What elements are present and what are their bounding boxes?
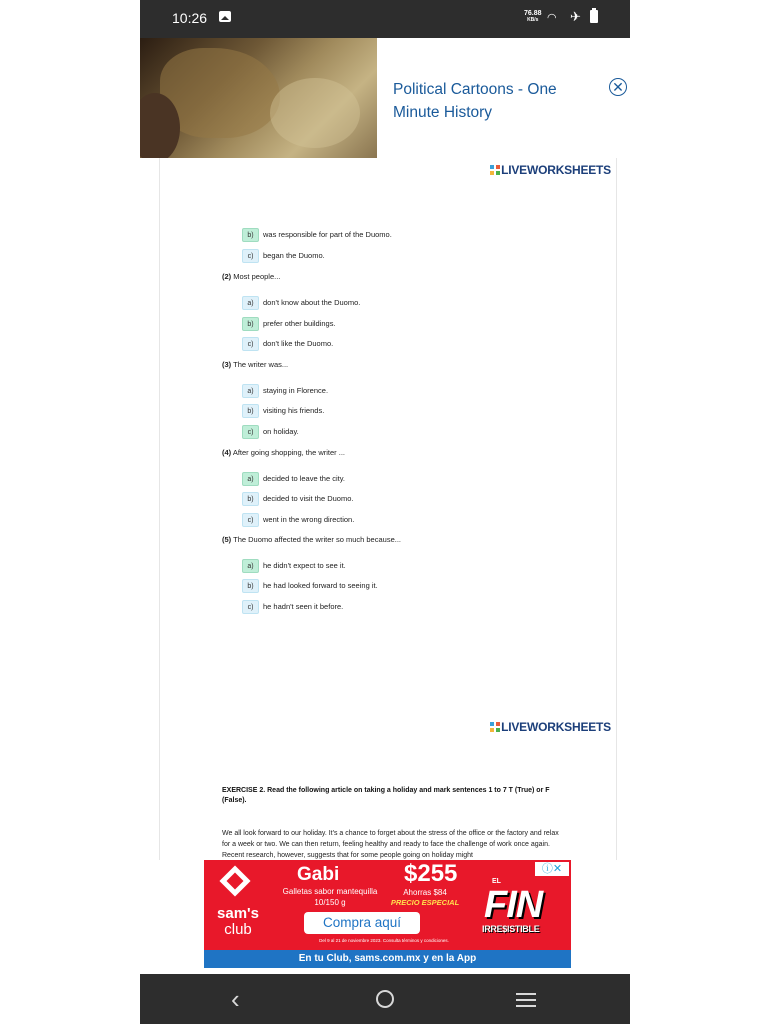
option-letter[interactable]: c) (242, 513, 259, 527)
option-text: don't know about the Duomo. (263, 298, 361, 307)
option-q3-b[interactable] (242, 404, 324, 418)
question-text: Most people... (233, 272, 281, 281)
question-number: (2) (222, 272, 232, 281)
ad-legal-text: Del 9 al 21 de noviembre 2023. Consulta términos y condiciones. (319, 938, 449, 943)
campaign-irresistible: IRRE$ISTIBLE (482, 924, 540, 934)
option-letter[interactable]: c) (242, 425, 259, 439)
wifi-icon: ◠ (547, 12, 557, 24)
recent-apps-icon[interactable] (516, 993, 536, 1011)
option-text: visiting his friends. (263, 406, 325, 415)
sams-logo-line2: club (224, 921, 252, 938)
option-q4-c[interactable] (242, 513, 354, 527)
back-icon[interactable]: ‹ (231, 984, 240, 1014)
option-letter[interactable]: b) (242, 579, 259, 593)
status-bar (140, 0, 630, 38)
campaign-fin: FIN (484, 884, 543, 926)
liveworksheets-logo (490, 720, 611, 734)
close-icon[interactable]: ✕ (609, 78, 627, 96)
option-letter[interactable]: b) (242, 404, 259, 418)
net-speed-unit: KB/s (527, 17, 539, 23)
ad-footer-text[interactable]: En tu Club, sams.com.mx y en la App (204, 950, 571, 968)
image-icon (219, 11, 231, 22)
battery-icon (590, 10, 598, 23)
ad-price: $255 (404, 860, 458, 887)
sams-club-logo (204, 860, 272, 950)
option-text: went in the wrong direction. (263, 515, 355, 524)
option-q3-c[interactable] (242, 425, 299, 439)
question-number: (5) (222, 535, 232, 544)
question-number: (4) (222, 448, 232, 457)
ad-title[interactable]: Political Cartoons - One Minute History (393, 81, 557, 121)
ad-product-name: Gabi (297, 864, 340, 885)
sams-logo-line1: sam's (217, 905, 259, 922)
option-q1-b[interactable] (242, 228, 392, 242)
option-text: staying in Florence. (263, 386, 329, 395)
option-letter[interactable]: b) (242, 228, 259, 242)
option-q1-c[interactable] (242, 249, 325, 263)
exercise-2-heading: EXERCISE 2. Read the following article on taking a holiday and mark sentences 1 to 7 T (True) or F (False). (222, 787, 550, 804)
option-text: on holiday. (263, 427, 299, 436)
question-text: The Duomo affected the writer so much because... (233, 535, 401, 544)
option-letter[interactable]: a) (242, 559, 259, 573)
navigation-bar (140, 974, 630, 1024)
ad-special-price: PRECIO ESPECIAL (390, 898, 460, 907)
option-text: was responsible for part of the Duomo. (263, 230, 392, 239)
option-text: began the Duomo. (263, 251, 325, 260)
option-q2-a[interactable] (242, 296, 360, 310)
option-text: decided to leave the city. (263, 474, 345, 483)
option-letter[interactable]: c) (242, 600, 259, 614)
ad-thumbnail-map-shape (270, 78, 360, 148)
question-number: (3) (222, 360, 232, 369)
ad-product-description: Galletas sabor mantequilla 10/150 g (282, 887, 378, 907)
option-text: don't like the Duomo. (263, 339, 334, 348)
option-letter[interactable]: a) (242, 384, 259, 398)
liveworksheets-logo-icon (490, 165, 500, 175)
option-q5-a[interactable] (242, 559, 346, 573)
top-ad-banner[interactable] (140, 38, 630, 158)
option-q4-b[interactable] (242, 492, 353, 506)
option-text: decided to visit the Duomo. (263, 494, 354, 503)
option-letter[interactable]: b) (242, 317, 259, 331)
el-fin-irresistible-logo (480, 870, 570, 940)
option-q2-c[interactable] (242, 337, 333, 351)
brand-text: LIVEWORKSHEETS (501, 163, 611, 177)
option-text: he hadn't seen it before. (263, 602, 344, 611)
campaign-el: EL (492, 878, 501, 885)
option-letter[interactable]: c) (242, 249, 259, 263)
brand-text: LIVEWORKSHEETS (501, 720, 611, 734)
option-q5-c[interactable] (242, 600, 343, 614)
option-letter[interactable]: a) (242, 296, 259, 310)
option-text: he had looked forward to seeing it. (263, 581, 378, 590)
option-text: he didn't expect to see it. (263, 561, 346, 570)
question-4 (222, 448, 345, 457)
liveworksheets-logo (490, 163, 611, 177)
option-text: prefer other buildings. (263, 319, 336, 328)
option-q5-b[interactable] (242, 579, 378, 593)
option-q4-a[interactable] (242, 472, 345, 486)
worksheet-page (159, 158, 617, 860)
home-icon[interactable] (376, 990, 394, 1008)
phone-screen (140, 0, 630, 1024)
liveworksheets-logo-icon (490, 722, 500, 732)
status-time: 10:26 (172, 10, 208, 26)
exercise-2-paragraph: We all look forward to our holiday. It's a chance to forget about the stress of the office or the factory and relax for a week or two. We can then return, feeling healthy and ready to face the challenge of work once again. Recent research, however, suggests that for some people going on holiday might (222, 830, 559, 859)
adchoices-icon[interactable]: ⓘ✕ (535, 862, 569, 876)
net-speed (524, 10, 542, 23)
bottom-ad-banner[interactable] (204, 860, 571, 968)
ad-savings: Ahorras $84 (403, 888, 447, 897)
ad-thumbnail[interactable] (140, 38, 377, 158)
question-text: The writer was... (233, 360, 289, 369)
option-letter[interactable]: a) (242, 472, 259, 486)
option-q3-a[interactable] (242, 384, 328, 398)
question-2 (222, 272, 280, 281)
sams-diamond-icon (219, 865, 250, 896)
option-letter[interactable]: b) (242, 492, 259, 506)
question-text: After going shopping, the writer ... (232, 448, 345, 457)
option-q2-b[interactable] (242, 317, 336, 331)
net-speed-value: 76.88 (524, 10, 542, 17)
question-5 (222, 535, 401, 544)
airplane-icon: ✈ (570, 9, 581, 24)
option-letter[interactable]: c) (242, 337, 259, 351)
compra-aqui-button[interactable]: Compra aquí (304, 912, 420, 934)
question-3 (222, 360, 288, 369)
